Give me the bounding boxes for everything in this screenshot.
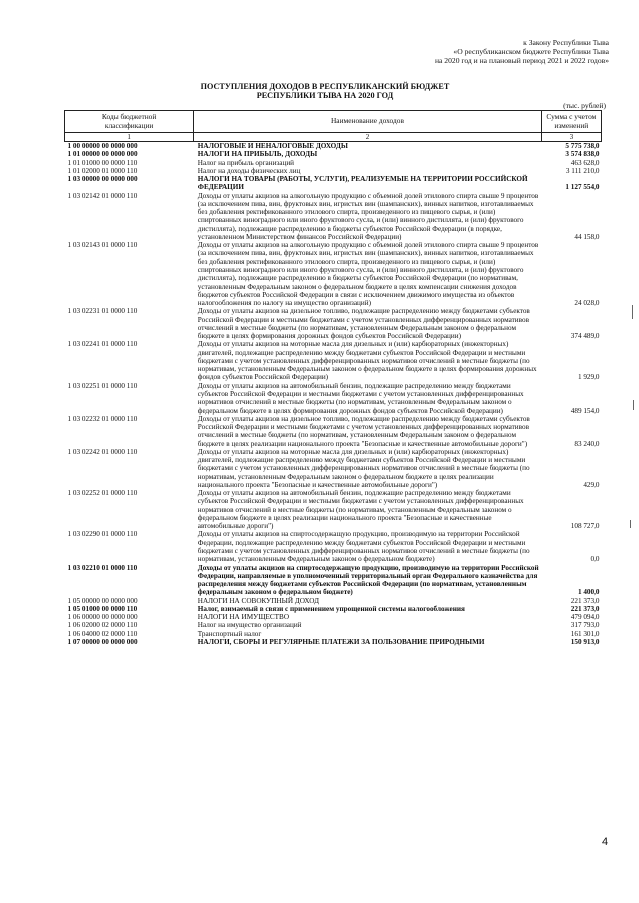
table-row	[65, 448, 602, 489]
table-row	[65, 613, 602, 621]
table-row	[65, 192, 602, 242]
row-name: НАЛОГИ НА ПРИБЫЛЬ, ДОХОДЫ	[197, 150, 318, 159]
row-name: Налог на доходы физических лиц	[197, 166, 301, 175]
table-row	[65, 630, 602, 638]
row-amount: 489 154,0	[570, 406, 600, 415]
row-name: НАЛОГОВЫЕ И НЕНАЛОГОВЫЕ ДОХОДЫ	[197, 142, 348, 150]
revenue-table	[64, 110, 602, 646]
table-row	[65, 382, 602, 415]
row-amount: 83 240,0	[574, 439, 600, 448]
scan-mark	[633, 400, 634, 410]
table-row	[65, 167, 602, 175]
row-amount: 3 111 210,0	[565, 166, 600, 175]
row-code: 1 03 02252 01 0000 110	[67, 489, 138, 498]
units-label: (тыс. рублей)	[563, 101, 606, 110]
table-row	[65, 597, 602, 605]
header-amount: Сумма с учетом изменений	[541, 111, 601, 133]
law-reference-line-3: на 2020 год и на плановый период 2021 и 2022 годов»	[434, 56, 609, 65]
column-number-row	[65, 133, 602, 142]
row-amount: 0,0	[590, 555, 600, 564]
title-line-2: РЕСПУБЛИКИ ТЫВА НА 2020 ГОД	[256, 91, 394, 101]
row-name: Налог на прибыль организаций	[197, 158, 295, 167]
law-reference-line-2: «О республиканском бюджете Республики Тыва	[453, 47, 609, 56]
header-name: Наименование доходов	[194, 111, 541, 133]
row-amount: 150 913,0	[570, 637, 600, 646]
table-header-row	[65, 111, 602, 133]
row-name: Доходы от уплаты акцизов на автомобильный бензин, подлежащие распределению между бюджетами субъектов Российской Федерации и местными бюджетами с учетом установленных дифференцированных нормативов отчислений в местные бюджеты (по нормативам, установленным Федеральным законом о федеральном бюджете в целях формирования дорожных фондов субъектов Российской Федерации)	[197, 381, 524, 415]
row-name: Транспортный налог	[197, 629, 262, 638]
row-code: 1 06 02000 02 0000 110	[67, 621, 138, 630]
table-row	[65, 564, 602, 597]
table-row	[65, 340, 602, 381]
row-code: 1 03 02290 01 0000 110	[67, 530, 138, 539]
row-code: 1 03 02241 01 0000 110	[67, 340, 138, 349]
row-name: Доходы от уплаты акцизов на спиртосодержащую продукцию, производимую на территории Российской Федерации, направляемые в уполномоченный территориальный орган Федерального казначейства для распределения между бюджетами субъектов Российской Федерации (по нормативам, установленным федеральным законом о федеральном бюджете)	[197, 563, 539, 597]
table-row	[65, 489, 602, 530]
law-reference-line-1: к Закону Республики Тыва	[523, 38, 609, 47]
row-amount: 1 400,0	[577, 588, 600, 597]
row-amount: 463 628,0	[570, 158, 600, 167]
table-row	[65, 621, 602, 629]
row-name: Налог, взимаемый в связи с применением упрощенной системы налогообложения	[197, 604, 465, 613]
page-number: 4	[602, 836, 609, 848]
row-name: НАЛОГИ НА СОВОКУПНЫЙ ДОХОД	[197, 596, 319, 605]
row-amount: 221 373,0	[570, 604, 600, 613]
row-name: Доходы от уплаты акцизов на дизельное топливо, подлежащие распределению между бюджетами субъектов Российской Федерации и местными бюджетами с учетом установленных дифференцированных нормативов отчислений в местные бюджеты (по нормативам, установленным Федеральным законом о федеральном бюджете в целях формирования дорожных фондов субъектов Российской Федерации)	[197, 307, 530, 341]
row-code: 1 03 02232 01 0000 110	[67, 414, 138, 423]
row-code: 1 05 00000 00 0000 000	[67, 596, 138, 605]
col-number-1: 1	[65, 133, 194, 142]
law-reference	[269, 38, 609, 65]
row-amount: 1 929,0	[577, 373, 600, 382]
row-name: Доходы от уплаты акцизов на автомобильный бензин, подлежащие распределению между бюджетами субъектов Российской Федерации и местными бюджетами с учетом установленных дифференцированных нормативов отчислений в местные бюджеты (по нормативам, установленным Федеральным законом о федеральном бюджете в целях реализации национального проекта "Безопасные и качественные автомобильные дороги")	[197, 489, 524, 531]
row-code: 1 03 02142 01 0000 110	[67, 191, 138, 200]
row-amount: 161 301,0	[570, 629, 600, 638]
row-name: Доходы от уплаты акцизов на алкогольную продукцию с объемной долей этилового спирта свыше 9 процентов (за исключением пива, вин, фруктовых вин, игристых вин (шампанских), винных напитков, изготавливаемых без добавления ректификованного этилового спирта, произведенного из пищевого сырья, и (или) спиртованных виноградного или иного фруктового сусла, и (или) винного дистиллята, и (или) фруктового дистиллята), подлежащие распределению в бюджеты субъектов Российской Федерации (в порядке, установленном Министерством финансов Российской Федерации)	[197, 191, 539, 241]
title-line-1: ПОСТУПЛЕНИЯ ДОХОДОВ В РЕСПУБЛИКАНСКИЙ БЮДЖЕТ	[200, 82, 450, 91]
row-name: НАЛОГИ, СБОРЫ И РЕГУЛЯРНЫЕ ПЛАТЕЖИ ЗА ПОЛЬЗОВАНИЕ ПРИРОДНЫМИ	[197, 637, 485, 646]
row-code: 1 03 00000 00 0000 000	[67, 175, 138, 184]
table-body	[65, 142, 602, 647]
table-row	[65, 638, 602, 646]
row-code: 1 01 00000 00 0000 000	[67, 150, 138, 159]
row-amount: 44 158,0	[574, 232, 600, 241]
row-code: 1 06 04000 02 0000 110	[67, 629, 138, 638]
col-number-2: 2	[194, 133, 541, 142]
row-code: 1 05 01000 00 0000 110	[67, 604, 138, 613]
table-row	[65, 241, 602, 307]
scan-mark	[630, 520, 631, 528]
col-number-3: 3	[541, 133, 601, 142]
row-code: 1 03 02242 01 0000 110	[67, 447, 138, 456]
row-code: 1 03 02210 01 0000 110	[67, 563, 138, 572]
row-code: 1 06 00000 00 0000 000	[67, 613, 138, 622]
row-code: 1 07 00000 00 0000 000	[67, 637, 138, 646]
row-code: 1 01 02000 01 0000 110	[67, 166, 138, 175]
row-amount: 3 574 838,0	[565, 150, 600, 159]
row-code: 1 00 00000 00 0000 000	[67, 142, 138, 150]
header-code: Коды бюджетной классификации	[65, 111, 194, 133]
table-row	[65, 415, 602, 448]
row-amount: 1 127 554,0	[565, 183, 600, 192]
row-name: Налог на имущество организаций	[197, 621, 302, 630]
row-name: Доходы от уплаты акцизов на дизельное топливо, подлежащие распределению между бюджетами субъектов Российской Федерации и местными бюджетами с учетом установленных дифференцированных нормативов отчислений в местные бюджеты (по нормативам, установленным Федеральным законом о федеральном бюджете в целях реализации национального проекта "Безопасные и качественные автомобильные дороги")	[197, 414, 530, 448]
row-name: Доходы от уплаты акцизов на моторные масла для дизельных и (или) карбюраторных (инжекторных) двигателей, подлежащие распределению между бюджетами субъектов Российской Федерации и местными бюджетами с учетом установленных дифференцированных нормативов отчислений в местные бюджеты (по нормативам, установленным Федеральным законом о федеральном бюджете в целях формирования дорожных фондов субъектов Российской Федерации)	[197, 340, 537, 382]
row-amount: 221 373,0	[570, 596, 600, 605]
row-code: 1 03 02143 01 0000 110	[67, 241, 138, 250]
row-amount: 374 489,0	[570, 332, 600, 341]
row-amount: 429,0	[583, 480, 600, 489]
table-row	[65, 307, 602, 340]
row-name: НАЛОГИ НА ТОВАРЫ (РАБОТЫ, УСЛУГИ), РЕАЛИЗУЕМЫЕ НА ТЕРРИТОРИИ РОССИЙСКОЙ ФЕДЕРАЦИИ	[197, 175, 528, 192]
row-amount: 108 727,0	[570, 522, 600, 531]
document-title	[60, 82, 590, 101]
row-amount: 317 793,0	[570, 621, 600, 630]
row-code: 1 01 01000 00 0000 110	[67, 158, 138, 167]
row-amount: 24 028,0	[574, 299, 600, 308]
row-amount: 479 094,0	[570, 613, 600, 622]
table-row	[65, 605, 602, 613]
row-name: Доходы от уплаты акцизов на алкогольную продукцию с объемной долей этилового спирта свыше 9 процентов (за исключением пива, вин, фруктовых вин, игристых вин (шампанских), винных напитков, изготавливаемых без добавления ректификованного этилового спирта, произведенного из пищевого сырья, и (или) спиртованных виноградного или иного фруктового сусла, и (или) винного дистиллята, и (или) фруктового дистиллята), подлежащие распределению в бюджеты субъектов Российской Федерации (по нормативам, установленным Федеральным законом о федеральном бюджете в целях компенсации снижения доходов бюджетов субъектов Российской Федерации в связи с исключением движимого имущества из объектов налогообложения по налогу на имущество организаций)	[197, 241, 539, 308]
table-row	[65, 159, 602, 167]
row-name: Доходы от уплаты акцизов на моторные масла для дизельных и (или) карбюраторных (инжекторных) двигателей, подлежащие распределению между бюджетами субъектов Российской Федерации и местными бюджетами с учетом установленных дифференцированных нормативов отчислений в местные бюджеты (по нормативам, установленным Федеральным законом о федеральном бюджете в целях реализации национального проекта "Безопасные и качественные автомобильные дороги")	[197, 447, 530, 489]
table-row	[65, 175, 602, 192]
scan-mark	[632, 305, 633, 319]
row-code: 1 03 02251 01 0000 110	[67, 381, 138, 390]
row-code: 1 03 02231 01 0000 110	[67, 307, 138, 316]
table-row	[65, 150, 602, 158]
row-amount: 5 775 738,0	[565, 142, 600, 150]
table-row	[65, 142, 602, 151]
row-name: НАЛОГИ НА ИМУЩЕСТВО	[197, 613, 290, 622]
row-name: Доходы от уплаты акцизов на спиртосодержащую продукцию, производимую на территории Российской Федерации, подлежащие распределению между бюджетами субъектов Российской Федерации и местными бюджетами с учетом установленных дифференцированных нормативов отчислений в местные бюджеты (по нормативам, установленным Федеральным законом о федеральном бюджете)	[197, 530, 530, 564]
table-row	[65, 530, 602, 563]
